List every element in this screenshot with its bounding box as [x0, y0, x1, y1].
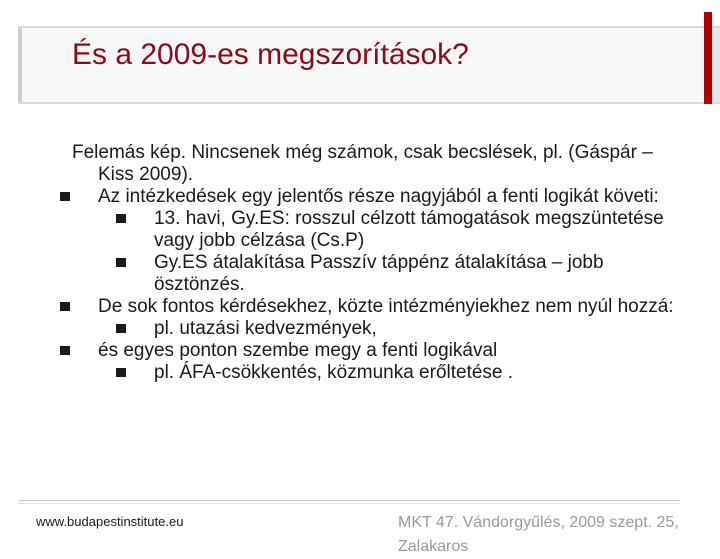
- title-frame-edge: [18, 28, 22, 102]
- square-bullet-icon: [116, 258, 126, 267]
- sub-bullet-item: [72, 208, 692, 252]
- sub-bullet-text: pl. ÁFA-csökkentés, közmunka erőltetése .: [154, 362, 514, 383]
- bullet-text: és egyes ponton szembe megy a fenti logikával: [98, 340, 498, 361]
- bullet-item-3: [72, 340, 692, 362]
- footer-website: www.budapestinstitute.eu: [36, 514, 184, 529]
- footer-event: MKT 47. Vándorgyűlés, 2009 szept. 25, Zalakaros: [398, 514, 679, 555]
- sub-bullet-item: [72, 318, 692, 340]
- slide-body: [72, 142, 692, 384]
- sub-bullet-text: Gy.ES átalakítása Passzív táppénz átalakítása – jobb ösztönzés.: [154, 252, 604, 295]
- title-accent-red: [704, 12, 712, 104]
- bullet-text: De sok fontos kérdésekhez, közte intézményiekhez nem nyúl hozzá:: [98, 296, 674, 317]
- bullet-text: Az intézkedések egy jelentős része nagyjából a fenti logikát követi:: [98, 186, 659, 207]
- bullet-item-1: [72, 186, 692, 208]
- square-bullet-icon: [116, 214, 126, 223]
- sub-bullet-text: 13. havi, Gy.ES: rosszul célzott támogatások megszüntetése vagy jobb célzása (Cs.P): [154, 208, 664, 251]
- sub-bullet-item: [72, 252, 692, 296]
- bullet-item-2: [72, 296, 692, 318]
- square-bullet-icon: [60, 192, 70, 201]
- square-bullet-icon: [116, 324, 126, 333]
- slide-title: És a 2009-es megszorítások?: [72, 38, 469, 71]
- footer-divider: [18, 500, 680, 501]
- square-bullet-icon: [116, 368, 126, 377]
- square-bullet-icon: [60, 346, 70, 355]
- sub-bullet-item: [72, 362, 692, 384]
- intro-text: Felemás kép. Nincsenek még számok, csak becslések, pl. (Gáspár – Kiss 2009).: [72, 142, 653, 185]
- sub-bullet-text: pl. utazási kedvezmények,: [154, 318, 377, 339]
- square-bullet-icon: [60, 302, 70, 311]
- footer-divider-secondary: [18, 503, 680, 504]
